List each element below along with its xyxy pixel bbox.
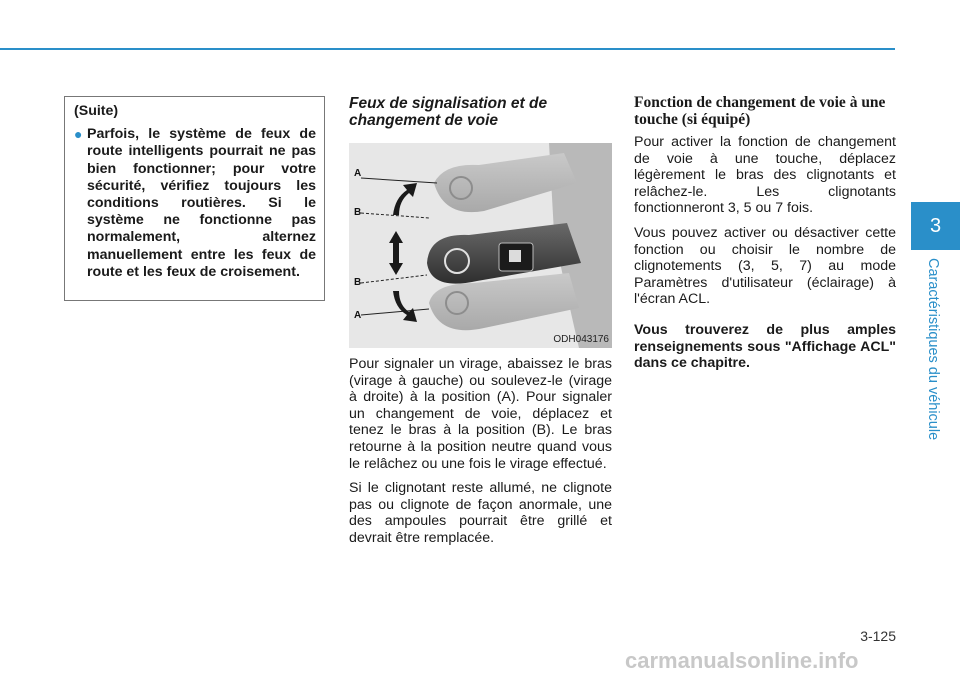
- middle-column: [349, 95, 612, 555]
- section-title-one-touch: Fonction de changement de voie à une touche (si équipé): [634, 94, 886, 128]
- chapter-title-vertical: [918, 256, 948, 442]
- right-column: [634, 95, 896, 380]
- arrow-up-icon: [389, 231, 403, 253]
- label-b-top: B: [354, 207, 362, 218]
- section-title-turn-signals: Feux de signalisation et de changement de voie: [349, 95, 548, 129]
- warning-box-title: (Suite): [74, 103, 119, 119]
- direction-arrows: [389, 183, 417, 322]
- watermark: carmanualsonline.info: [625, 648, 859, 673]
- paragraph-lcd-reference: Vous trouverez de plus amples renseignements sous "Affichage ACL" dans ce chapitre.: [634, 321, 896, 372]
- header-rule: [0, 48, 895, 50]
- paragraph-user-settings: Vous pouvez activer ou désactiver cette fonction ou choisir le nombre de clignotements (3, 5, 7) au mode Paramètres d'utilisateur (éclairage) à l'écran ACL.: [634, 224, 896, 308]
- warning-bullet-text: Parfois, le système de feux de route intelligents pourrait ne pas bien fonctionner; pour votre sécurité, vérifiez toujours les conditions routières. Si le système ne fonctionne pas normalement, alternez manuellement entre les feux de route et les feux de croisement.: [87, 126, 316, 280]
- figure-code: ODH043176: [553, 334, 609, 345]
- warning-box-continued: [64, 96, 325, 301]
- arrow-down-curved-icon: [393, 291, 417, 322]
- paragraph-one-touch-activation: Pour activer la fonction de changement de voie à une touche, déplacez légèrement le bras des clignotants et relâchez-le. Les clignotants fonctionneront 3, 5 ou 7 fois.: [634, 134, 896, 217]
- label-b-bottom: B: [354, 277, 362, 288]
- page-number: 3-125: [860, 628, 896, 644]
- chapter-number: 3: [929, 214, 942, 237]
- turn-signal-lever-figure: [349, 143, 612, 348]
- arrow-up-curved-icon: [393, 183, 417, 215]
- label-a-bottom: A: [354, 310, 362, 321]
- warning-bullet: [74, 126, 316, 281]
- chapter-title: Caractéristiques du véhicule: [925, 257, 941, 441]
- paragraph-bulb-warning: Si le clignotant reste allumé, ne clignote pas ou clignote de façon anormale, une des ampoules pourrait être grillé et devrait être remplacée.: [349, 480, 612, 546]
- bullet-dot-icon: ●: [74, 126, 83, 143]
- arrow-down-icon: [389, 253, 403, 275]
- label-a-top: A: [354, 168, 362, 179]
- chapter-number-tab: [911, 202, 960, 250]
- paragraph-turn-signal: Pour signaler un virage, abaissez le bras (virage à gauche) ou soulevez-le (virage à droite) à la position (A). Pour signaler un changement de voie, déplacez et tenez le bras à la position (B). Le bras retourne à la position neutre quand vous le relâchez ou une fois le virage effectué.: [349, 356, 612, 472]
- lever-illustration: [349, 143, 612, 348]
